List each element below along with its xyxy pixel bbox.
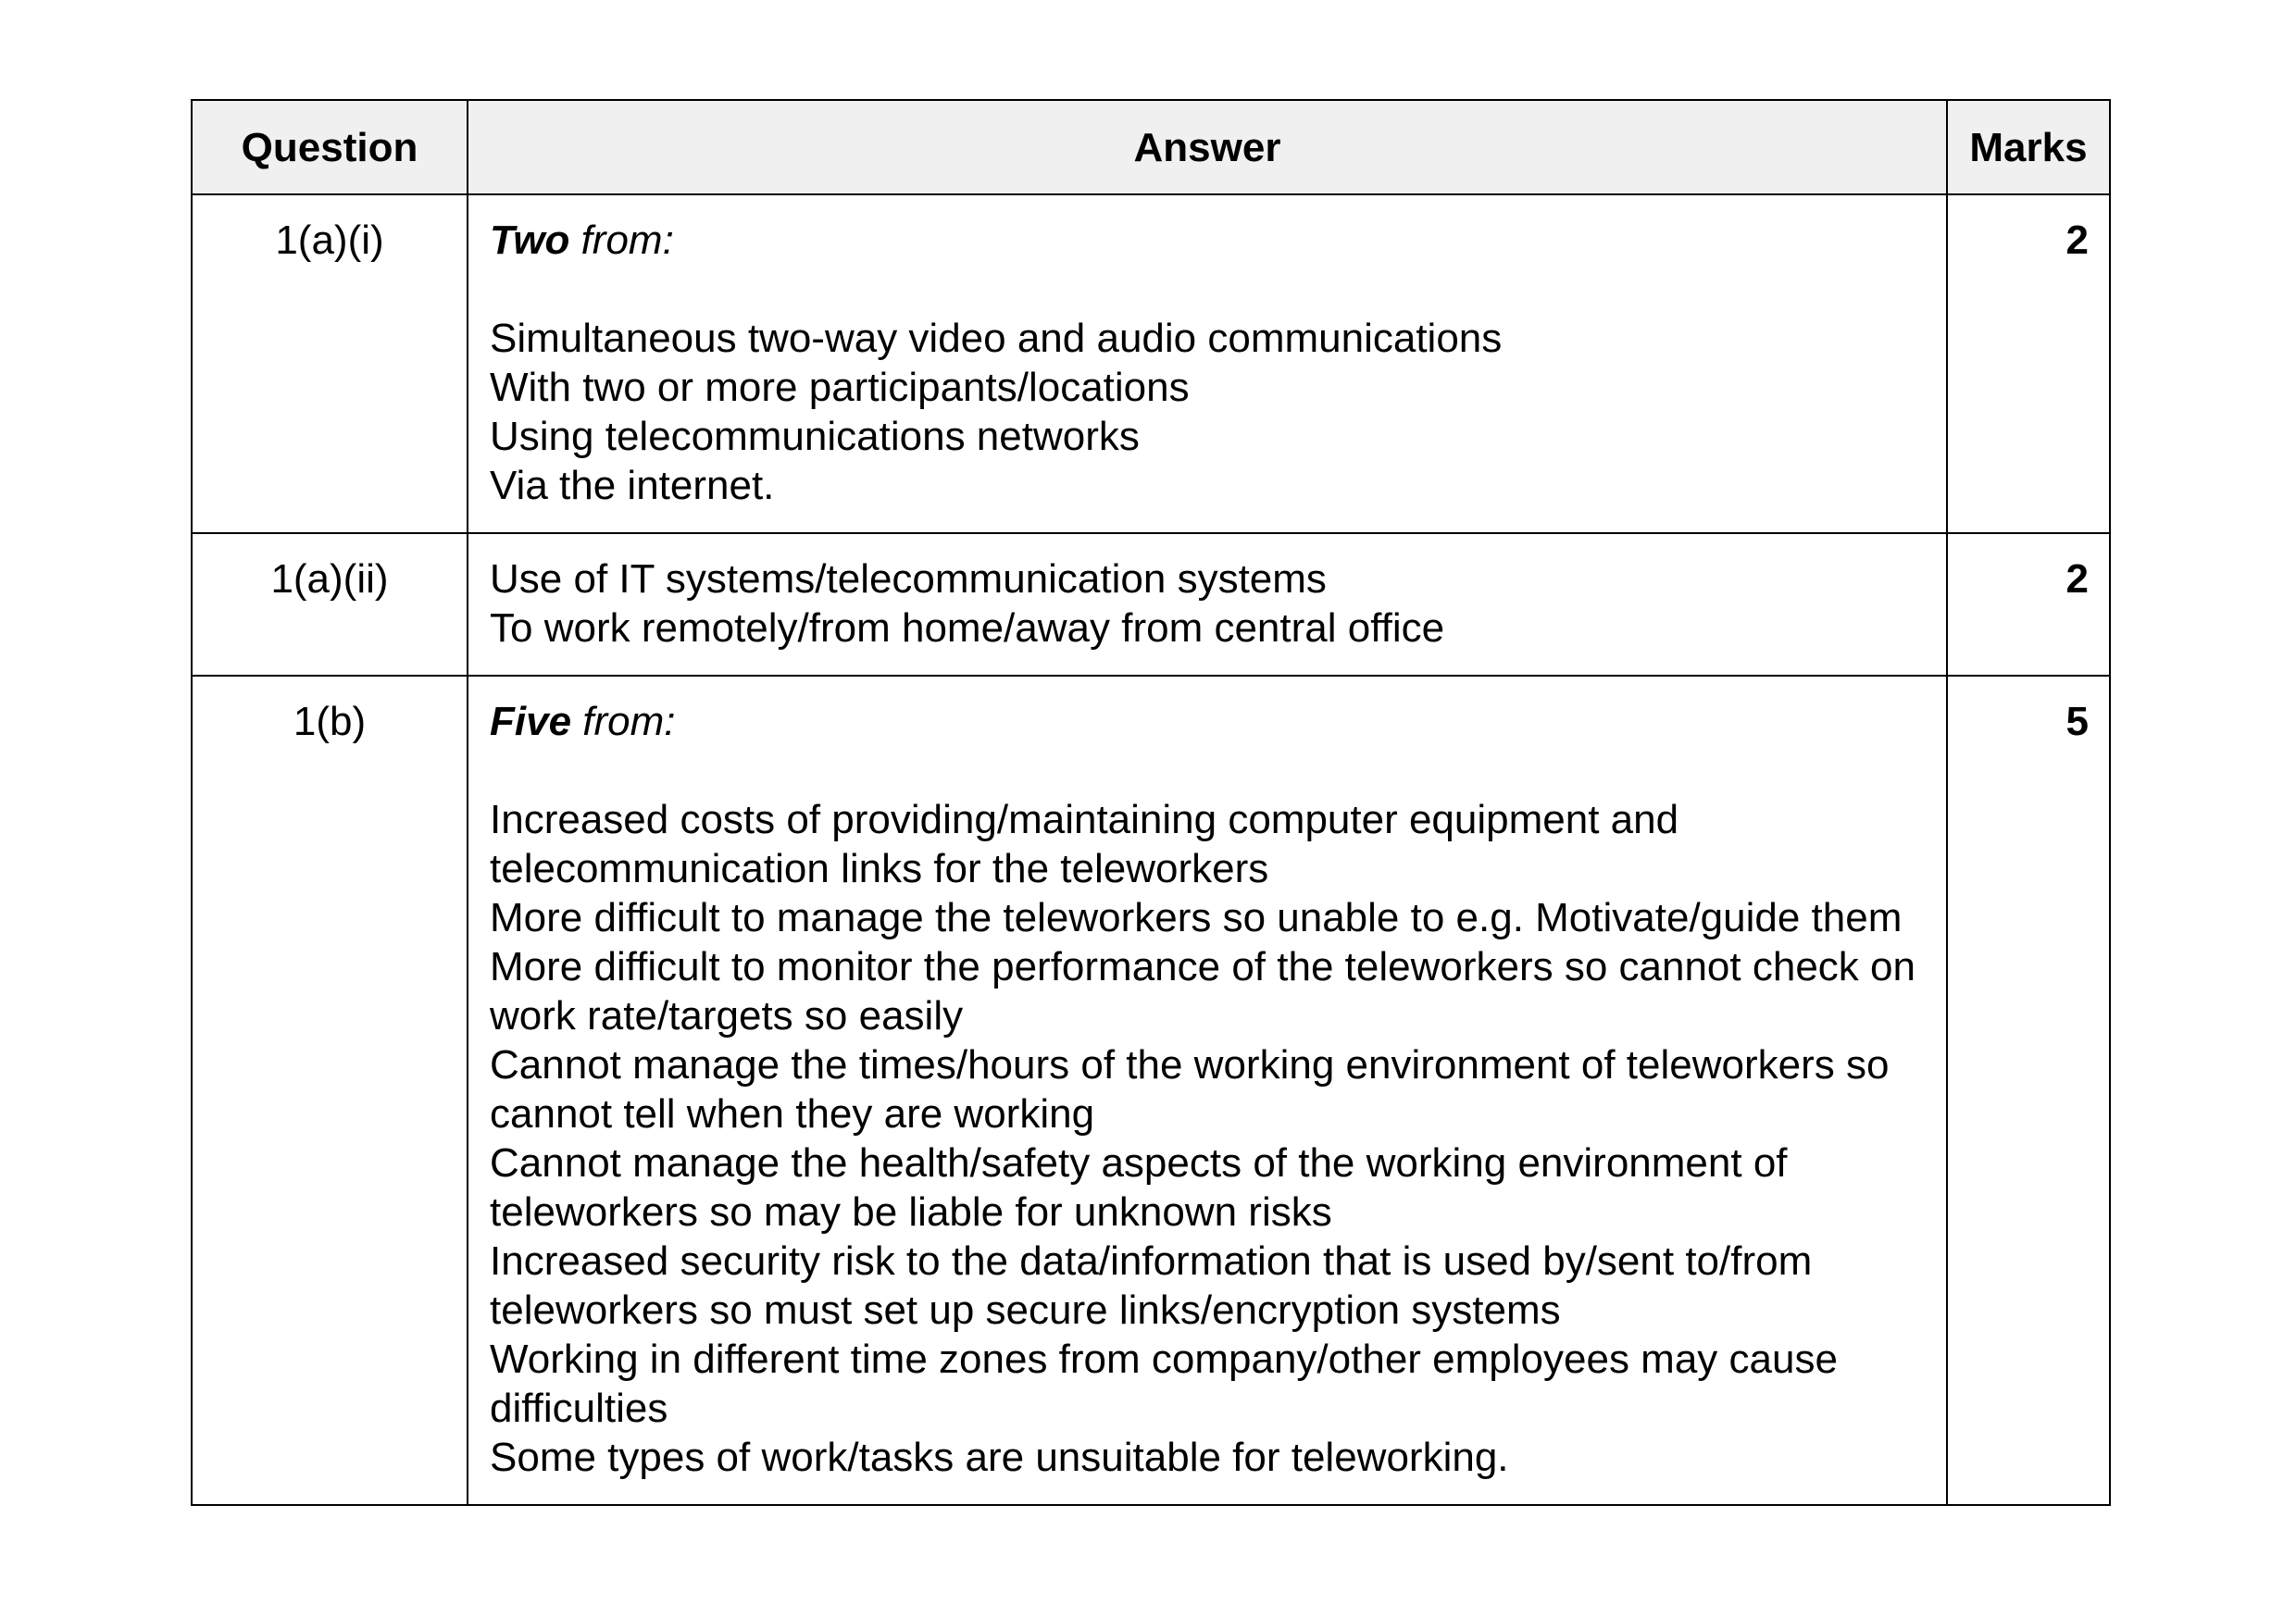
answer-column-header: Answer <box>468 100 1947 194</box>
answer-point: Via the internet. <box>490 463 775 508</box>
answer-cell <box>468 533 1947 676</box>
mark-scheme-table <box>191 99 2111 1506</box>
question-number: 1(a)(ii) <box>192 533 468 676</box>
answer-point: Some types of work/tasks are unsuitable for teleworking. <box>490 1435 1509 1480</box>
answer-point: Increased costs of providing/maintaining computer equipment and telecommunication links for the teleworkers <box>490 797 1679 891</box>
answer-cell <box>468 194 1947 533</box>
answer-intro <box>490 697 1928 746</box>
table-row <box>192 533 2110 676</box>
header-row <box>192 100 2110 194</box>
marks-value: 2 <box>1947 194 2110 533</box>
answer-count: Two <box>490 218 570 263</box>
answer-point: Use of IT systems/telecommunication systems <box>490 556 1327 602</box>
answer-point: Using telecommunications networks <box>490 414 1140 459</box>
marks-value: 5 <box>1947 676 2110 1505</box>
answer-count: Five <box>490 699 572 744</box>
answer-point: Cannot manage the times/hours of the working environment of teleworkers so cannot tell when they are working <box>490 1042 1890 1137</box>
table-row <box>192 676 2110 1505</box>
answer-point: Working in different time zones from company/other employees may cause difficulties <box>490 1337 1838 1431</box>
table-row <box>192 194 2110 533</box>
question-column-header: Question <box>192 100 468 194</box>
answer-point: Simultaneous two-way video and audio communications <box>490 316 1503 361</box>
marks-column-header: Marks <box>1947 100 2110 194</box>
answer-intro-text: from: <box>571 699 676 744</box>
answer-point: With two or more participants/locations <box>490 365 1190 410</box>
answer-point: More difficult to monitor the performance of the teleworkers so cannot check on work rate/targets so easily <box>490 944 1915 1039</box>
table-header <box>192 100 2110 194</box>
answer-intro-text: from: <box>569 218 674 263</box>
marks-value: 2 <box>1947 533 2110 676</box>
answer-point: Cannot manage the health/safety aspects of the working environment of teleworkers so may be liable for unknown risks <box>490 1140 1788 1235</box>
answer-point: To work remotely/from home/away from central office <box>490 605 1445 651</box>
question-number: 1(a)(i) <box>192 194 468 533</box>
answer-cell <box>468 676 1947 1505</box>
table-body <box>192 194 2110 1505</box>
answer-intro <box>490 216 1928 265</box>
question-number: 1(b) <box>192 676 468 1505</box>
answer-point: More difficult to manage the teleworkers so unable to e.g. Motivate/guide them <box>490 895 1903 940</box>
answer-point: Increased security risk to the data/information that is used by/sent to/from teleworkers so must set up secure links/encryption systems <box>490 1238 1813 1333</box>
